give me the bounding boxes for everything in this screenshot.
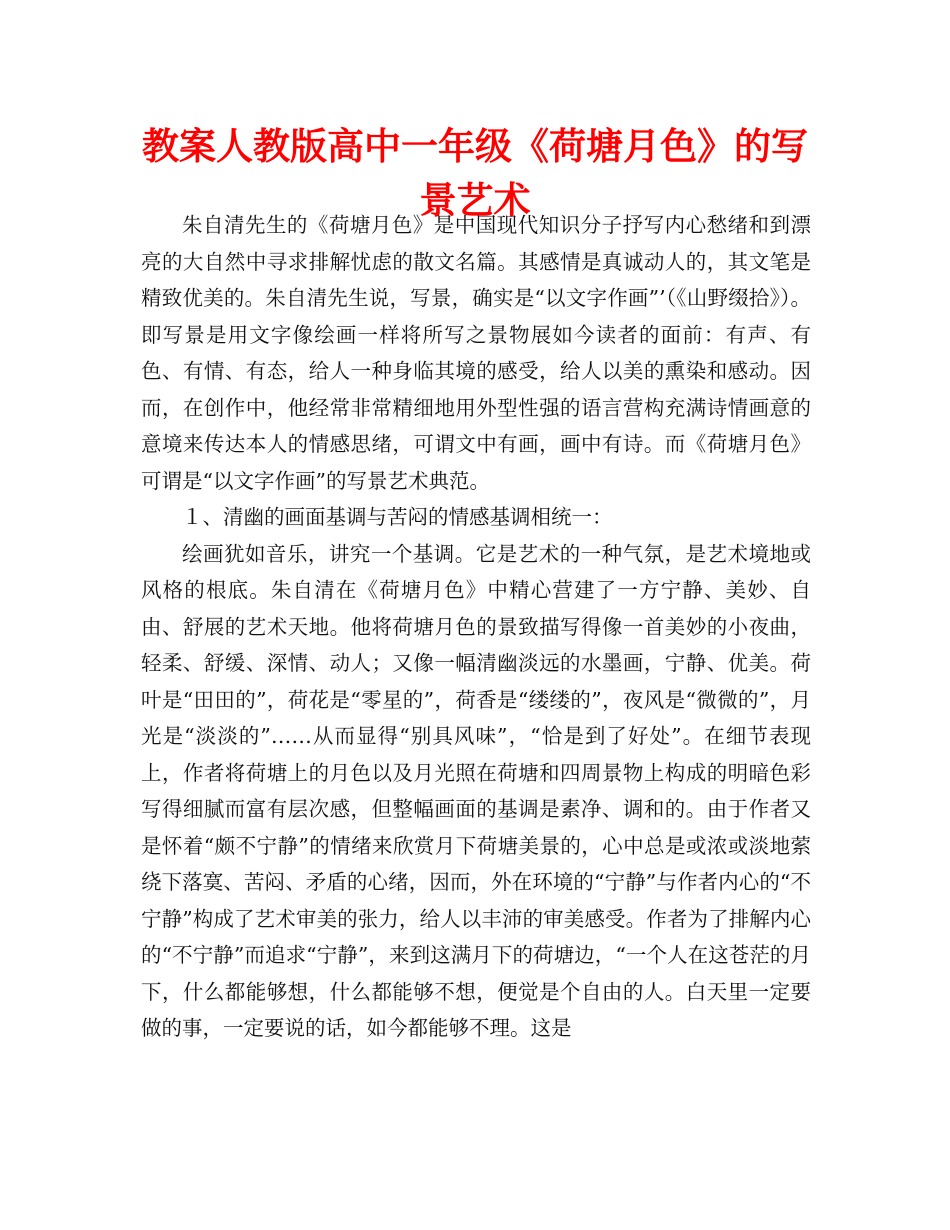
- section-heading-1: １、清幽的画面基调与苦闷的情感基调相统一：: [182, 505, 613, 529]
- paragraph-section-1: 绘画犹如音乐，讲究一个基调。它是艺术的一种气氛，是艺术境地或风格的根底。朱自清在《荷塘月色》中精心营建了一方宁静、美妙、自由、舒展的艺术天地。他将荷塘月色的景致描写得像一首美妙的小夜曲，轻柔、舒缓、深情、动人；又像一幅清幽淡远的水墨画，宁静、优美。荷叶是“田田的”，荷花是“零星的”，荷香是“缕缕的”，夜风是“微微的”，月光是“淡淡的”……从而显得“别具风味”，“恰是到了好处”。在细节表现上，作者将荷塘上的月色以及月光照在荷塘和四周景物上构成的明暗色彩写得细腻而富有层次感，但整幅画面的基调是素净、调和的。由于作者又是怀着“颇不宁静”的情绪来欣赏月下荷塘美景的，心中总是或浓或淡地萦绕下落寞、苦闷、矛盾的心绪，因而，外在环境的“宁静”与作者内心的“不宁静”构成了艺术审美的张力，给人以丰沛的审美感受。作者为了排解内心的“不宁静”而追求“宁静”，来到这满月下的荷塘边，“一个人在这苍茫的月下，什么都能够想，什么都能够不想，便觉是个自由的人。白天里一定要做的事，一定要说的话，如今都能够不理。这是: [141, 541, 811, 1040]
- document-title: 教案人教版高中一年级《荷塘月色》的写景艺术: [142, 125, 808, 222]
- document-body: [141, 207, 811, 1047]
- paragraph-intro: 朱自清先生的《荷塘月色》是中国现代知识分子抒写内心愁绪和到漂亮的大自然中寻求排解忧虑的散文名篇。其感情是真诚动人的，其文笔是精致优美的。朱自清先生说，写景，确实是“以文字作画”’（《山野缀拾》）。即写景是用文字像绘画一样将所写之景物展如今读者的面前：有声、有色、有情、有态，给人一种身临其境的感受，给人以美的熏染和感动。因而，在创作中，他经常非常精细地用外型性强的语言营构充满诗情画意的意境来传达本人的情感思绪，可谓文中有画，画中有诗。而《荷塘月色》可谓是“以文字作画”的写景艺术典范。: [141, 213, 811, 493]
